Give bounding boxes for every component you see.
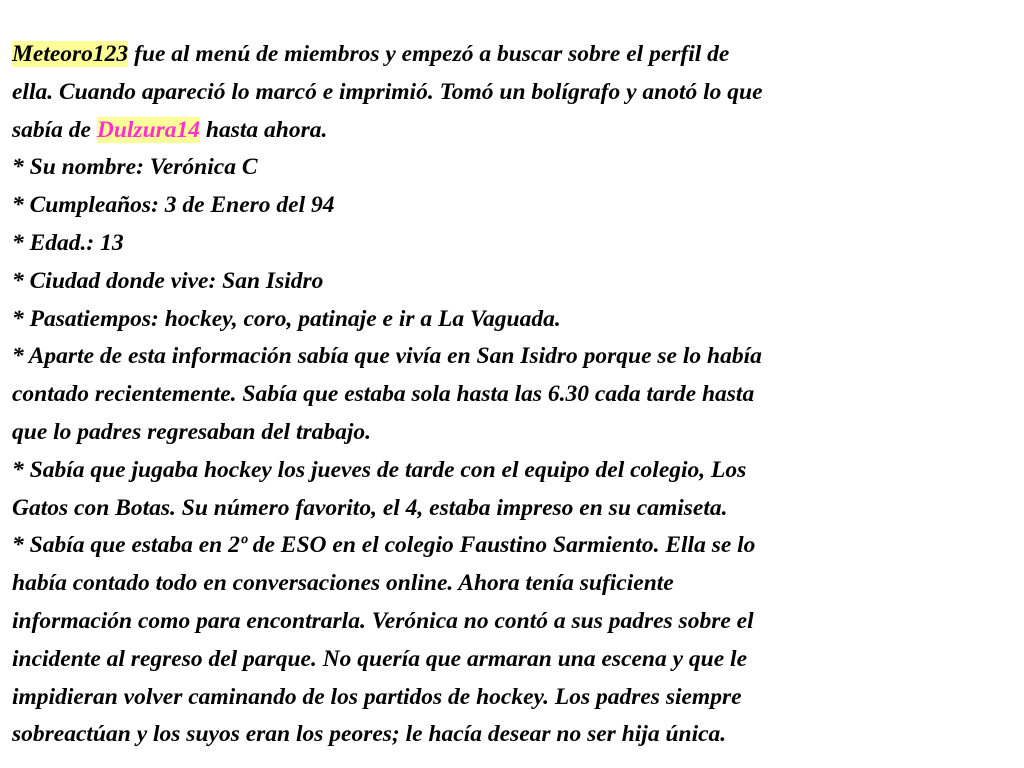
text-line: * Ciudad donde vive: San Isidro: [12, 267, 324, 294]
story-text: [12, 36, 1010, 754]
text-line: que lo padres regresaban del trabajo.: [12, 418, 372, 445]
intro-text-3b: hasta ahora.: [200, 116, 328, 143]
text-line: * Sabía que estaba en 2º de ESO en el colegio Faustino Sarmiento. Ella se lo: [12, 532, 756, 559]
text-line: * Aparte de esta información sabía que vivía en San Isidro porque se lo había: [12, 343, 762, 370]
text-line: contado recientemente. Sabía que estaba sola hasta las 6.30 cada tarde hasta: [12, 381, 755, 408]
username-dulzura14: Dulzura14: [96, 116, 201, 143]
intro-text-1: fue al menú de miembros y empezó a buscar sobre el perfil de: [128, 41, 730, 67]
text-line: * Pasatiempos: hockey, coro, patinaje e ir a La Vaguada.: [12, 305, 561, 332]
text-line: * Cumpleaños: 3 de Enero del 94: [12, 192, 335, 219]
text-line: impidieran volver caminando de los partidos de hockey. Los padres siempre: [12, 683, 742, 710]
text-line: * Sabía que jugaba hockey los jueves de tarde con el equipo del colegio, Los: [12, 456, 747, 483]
text-line: * Su nombre: Verónica C: [12, 154, 258, 181]
text-line: información como para encontrarla. Verónica no contó a sus padres sobre el: [12, 607, 754, 634]
intro-text-3a: sabía de: [12, 116, 97, 143]
text-line: sobreactúan y los suyos eran los peores; le hacía desear no ser hija única.: [12, 721, 727, 748]
intro-line-1: [12, 36, 1010, 74]
text-line: había contado todo en conversaciones online. Ahora tenía suficiente: [12, 570, 674, 597]
intro-line-3: [12, 112, 1010, 150]
text-line: Gatos con Botas. Su número favorito, el 4, estaba impreso en su camiseta.: [12, 494, 728, 521]
username-meteoro123: Meteoro123: [12, 41, 129, 67]
text-line: * Edad.: 13: [12, 229, 124, 256]
text-line: incidente al regreso del parque. No quería que armaran una escena y que le: [12, 645, 748, 672]
intro-line-2: ella. Cuando apareció lo marcó e imprimió. Tomó un bolígrafo y anotó lo que: [12, 78, 763, 105]
